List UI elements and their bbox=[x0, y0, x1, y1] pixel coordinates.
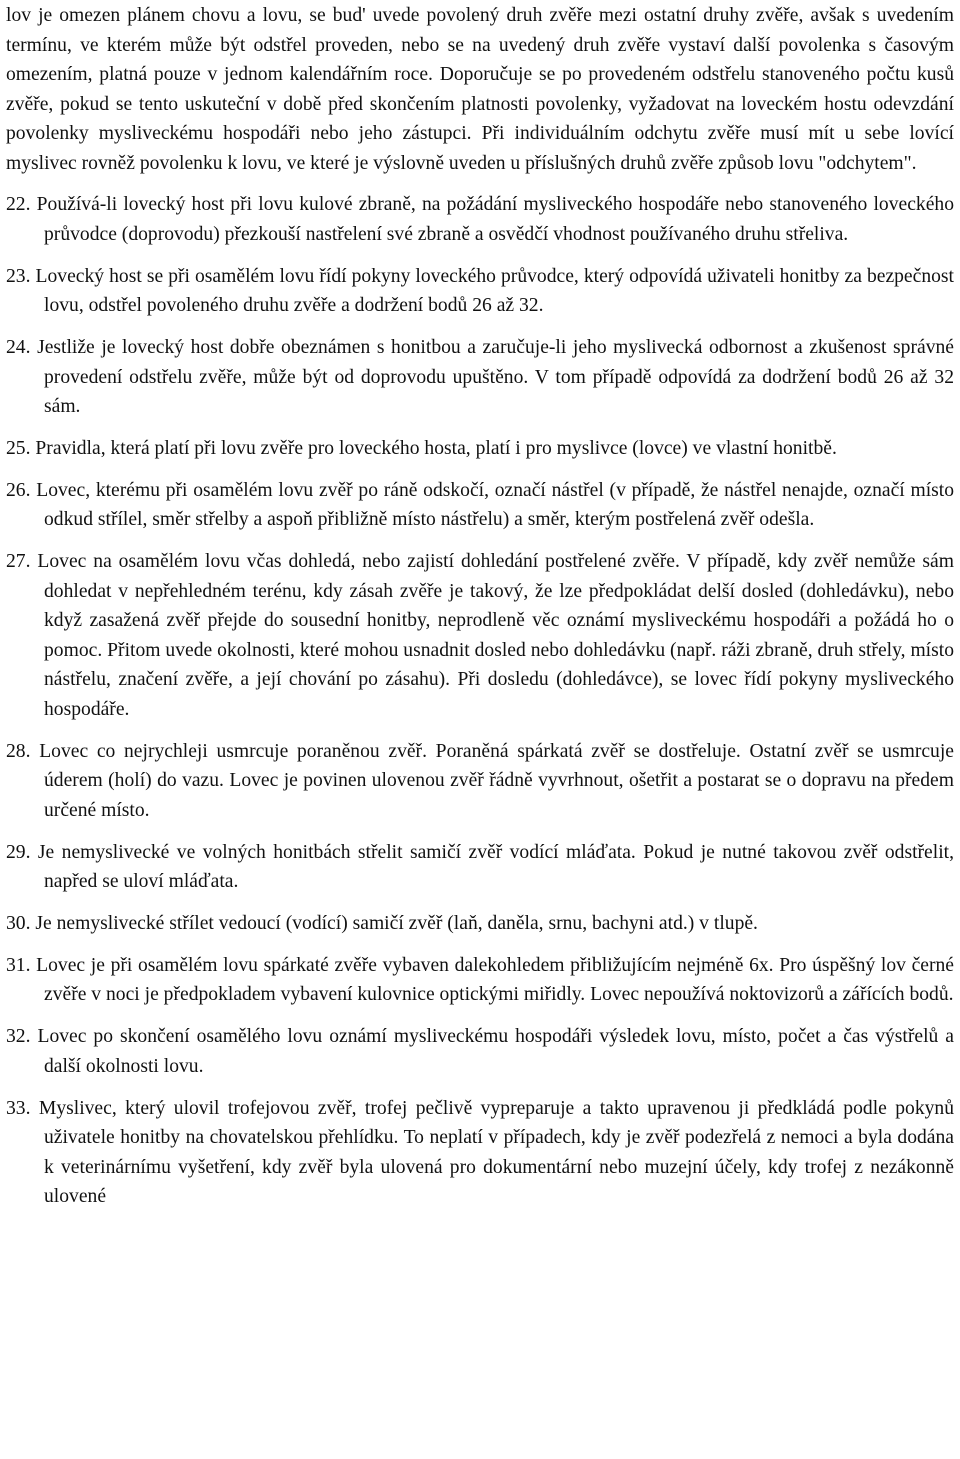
item-number: 25. bbox=[6, 438, 31, 460]
list-item bbox=[6, 434, 954, 464]
item-number: 32. bbox=[6, 1026, 31, 1048]
list-item bbox=[6, 737, 954, 826]
item-number: 27. bbox=[6, 551, 31, 573]
list-item bbox=[6, 333, 954, 422]
list-item bbox=[6, 547, 954, 724]
item-number: 23. bbox=[6, 265, 31, 287]
list-item bbox=[6, 1094, 954, 1212]
list-item bbox=[6, 190, 954, 249]
list-item bbox=[6, 476, 954, 535]
item-text: Používá-li lovecký host při lovu kulové zbraně, na požádání mysliveckého hospodáře nebo stanoveného loveckého průvodce (doprovodu) přezkouší nastřelení své zbraně a osvědčí vhodnost používaného druhu střeliva. bbox=[36, 194, 954, 245]
item-text: Jestliže je lovecký host dobře obeznámen s honitbou a zaručuje-li jeho myslivecká odbornost a zkušenost správné provedení odstřelu zvěře, může být od doprovodu upuštěno. V tom případě odpovídá za dodržení bodů 26 až 32 sám. bbox=[37, 337, 954, 418]
list-item bbox=[6, 1022, 954, 1081]
item-number: 33. bbox=[6, 1097, 31, 1119]
list-item bbox=[6, 838, 954, 897]
item-number: 30. bbox=[6, 913, 31, 935]
item-text: Lovecký host se při osamělém lovu řídí pokyny loveckého průvodce, který odpovídá uživateli honitby za bezpečnost lovu, odstřel povoleného druhu zvěře a dodržení bodů 26 až 32. bbox=[35, 265, 954, 317]
list-item bbox=[6, 262, 954, 321]
item-text: Lovec co nejrychleji usmrcuje poraněnou zvěř. Poraněná spárkatá zvěř se dostřeluje. Ostatní zvěř se usmrcuje úderem (holí) do vazu. Lovec je povinen ulovenou zvěř řádně vyvrhnout, ošetřit a postarat se o dopravu na předem určené místo. bbox=[39, 740, 954, 821]
item-text: Je nemyslivecké střílet vedoucí (vodící) samičí zvěř (laň, daněla, srnu, bachyni atd.) v tlupě. bbox=[35, 913, 758, 935]
list-item bbox=[6, 951, 954, 1010]
item-text: Pravidla, která platí při lovu zvěře pro loveckého hosta, platí i pro myslivce (lovce) ve vlastní honitbě. bbox=[35, 438, 837, 460]
item-text: Lovec, kterému při osamělém lovu zvěř po ráně odskočí, označí nástřel (v případě, že nástřel nenajde, označí místo odkud střílel, směr střelby a aspoň přibližně místo nástřelu) a směr, kterým postřelená zvěř odešla. bbox=[36, 479, 954, 531]
document-page bbox=[0, 1, 960, 1212]
item-number: 26. bbox=[6, 479, 31, 501]
item-number: 28. bbox=[6, 740, 31, 762]
list-item bbox=[6, 909, 954, 939]
numbered-list bbox=[6, 190, 954, 1211]
item-text: Je nemyslivecké ve volných honitbách střelit samičí zvěř vodící mláďata. Pokud je nutné takovou zvěř odstřelit, napřed se uloví mláďata. bbox=[37, 841, 954, 893]
item-number: 31. bbox=[6, 954, 31, 976]
item-text: Lovec je při osamělém lovu spárkaté zvěře vybaven dalekohledem přibližujícím nejméně 6x. Pro úspěšný lov černé zvěře v noci je předpokladem vybavení kulovnice optickými miřidly. Lovec nepoužívá noktovizorů a zářících bodů. bbox=[36, 954, 955, 1006]
item-text: Lovec na osamělém lovu včas dohledá, nebo zajistí dohledání postřelené zvěře. V případě, kdy zvěř nemůže sám dohledat v nepřehledném terénu, kdy zásah zvěře je takový, že lze předpokládat delší dosled (dohledávku), nebo když zasažená zvěř přejde do sousední honitby, neprodleně věc oznámí mysliveckému hospodáři a požádá ho o pomoc. Přitom uvede okolnosti, které mohou usnadnit dosled nebo dohledávku (např. ráži zbraně, druh střely, místo nástřelu, značení zvěře, a její chování po zásahu). Při dosledu (dohledávce), se lovec řídí pokyny mysliveckého hospodáře. bbox=[37, 551, 954, 720]
item-text: Myslivec, který ulovil trofejovou zvěř, trofej pečlivě vypreparuje a takto upravenou ji předkládá podle pokynů uživatele honitby na chovatelskou přehlídku. To neplatí v případech, kdy je zvěř podezřelá z nemoci a byla dodána k veterinárnímu vyšetření, kdy zvěř byla ulovená pro dokumentární nebo muzejní účely, kdy trofej z nezákonně ulovené bbox=[38, 1097, 955, 1208]
item-number: 22. bbox=[6, 194, 31, 216]
item-number: 29. bbox=[6, 841, 31, 863]
intro-paragraph: lov je omezen plánem chovu a lovu, se bud' uvede povolený druh zvěře mezi ostatní druhy zvěře, avšak s uvedením termínu, ve kterém může být odstřel proveden, nebo se na uvedený druh zvěře vystaví další povolenka s časovým omezením, platná pouze v jednom kalendářním roce. Doporučuje se po provedeném odstřelu stanoveného počtu kusů zvěře, pokud se tento uskuteční v době před skončením platnosti povolenky, vyžadovat na loveckém hostu odevzdání povolenky mysliveckému hospodáři nebo jeho zástupci. Při individuálním odchytu zvěře musí mít u sebe lovící myslivec rovněž povolenku k lovu, ve které je výslovně uveden u příslušných druhů zvěře způsob lovu "odchytem". bbox=[6, 5, 954, 174]
item-number: 24. bbox=[6, 337, 31, 359]
item-text: Lovec po skončení osamělého lovu oznámí mysliveckému hospodáři výsledek lovu, místo, počet a čas výstřelů a další okolnosti lovu. bbox=[37, 1026, 954, 1077]
